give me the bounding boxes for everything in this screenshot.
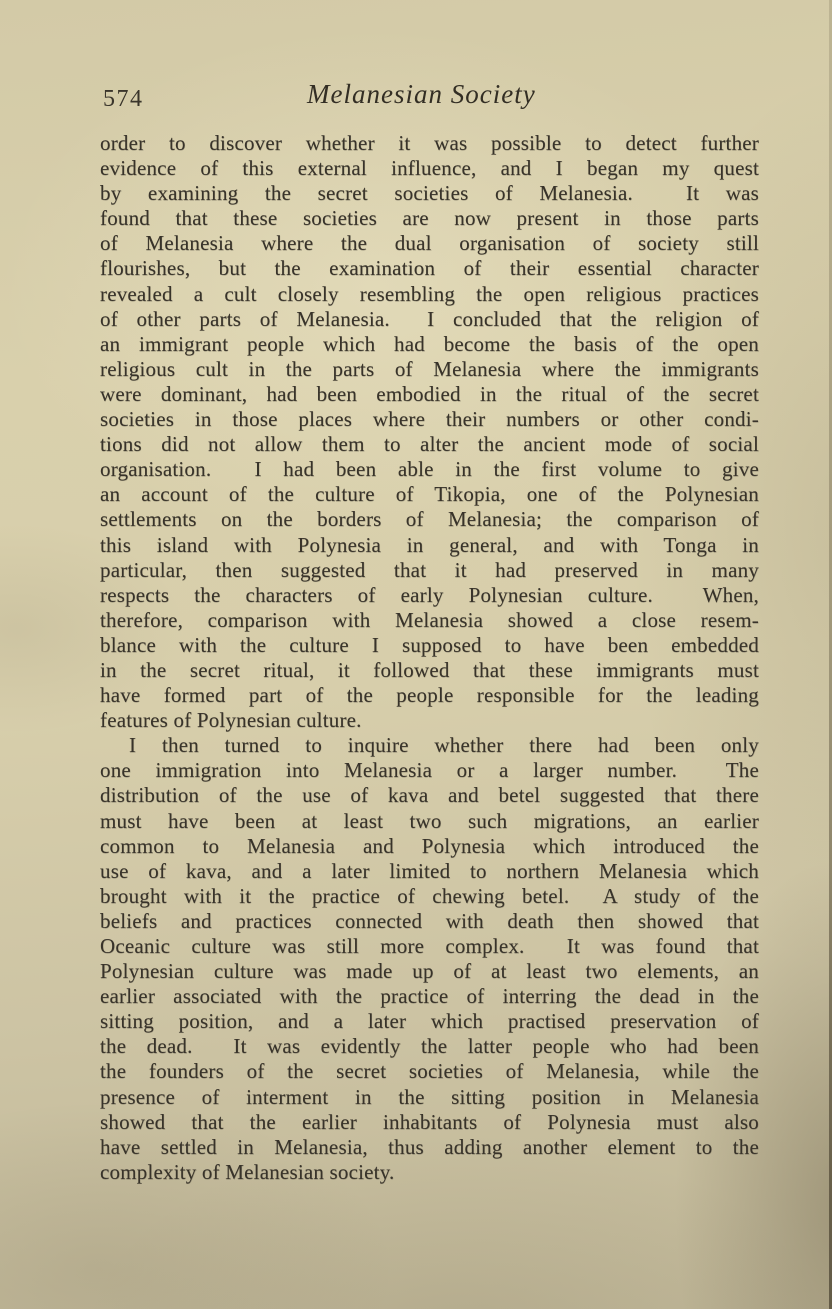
text-line: blance with the culture I supposed to have been embedded	[100, 632, 759, 657]
text-line: beliefs and practices connected with death then showed that	[100, 908, 759, 933]
page-number: 574	[103, 86, 144, 112]
text-line: have settled in Melanesia, thus adding another element to the	[100, 1134, 759, 1159]
text-line: features of Polynesian culture.	[100, 708, 362, 733]
text-line: use of kava, and a later limited to northern Melanesia which	[100, 858, 759, 883]
body-text	[100, 131, 759, 1185]
text-line: societies in those places where their numbers or other condi-	[100, 407, 759, 432]
text-line: particular, then suggested that it had preserved in many	[100, 557, 759, 582]
text-line: of other parts of Melanesia. I concluded that the religion of	[100, 306, 759, 331]
text-line: an immigrant people which had become the basis of the open	[100, 331, 759, 356]
text-line: have formed part of the people responsible for the leading	[100, 683, 759, 708]
text-line: organisation. I had been able in the first volume to give	[100, 457, 759, 482]
text-line: an account of the culture of Tikopia, one of the Polynesian	[100, 482, 759, 507]
text-line: therefore, comparison with Melanesia showed a close resem-	[100, 607, 759, 632]
text-line: religious cult in the parts of Melanesia where the immigrants	[100, 356, 759, 381]
text-line: I then turned to inquire whether there had been only	[129, 733, 759, 758]
text-line: the dead. It was evidently the latter people who had been	[100, 1034, 759, 1059]
text-line: evidence of this external influence, and I began my quest	[100, 156, 759, 181]
text-line: settlements on the borders of Melanesia; the comparison of	[100, 507, 759, 532]
paragraph-1	[100, 131, 759, 733]
text-line: brought with it the practice of chewing betel. A study of the	[100, 883, 759, 908]
text-line: complexity of Melanesian society.	[100, 1159, 395, 1184]
text-line: tions did not allow them to alter the ancient mode of social	[100, 432, 759, 457]
text-line: found that these societies are now present in those parts	[100, 206, 759, 231]
text-line: respects the characters of early Polynesian culture. When,	[100, 582, 759, 607]
text-line: of Melanesia where the dual organisation of society still	[100, 231, 759, 256]
text-line: sitting position, and a later which practised preservation of	[100, 1009, 759, 1034]
text-line: were dominant, had been embodied in the ritual of the secret	[100, 381, 759, 406]
text-line: one immigration into Melanesia or a larger number. The	[100, 758, 759, 783]
text-line: by examining the secret societies of Melanesia. It was	[100, 181, 759, 206]
text-line: revealed a cult closely resembling the open religious practices	[100, 281, 759, 306]
text-line: Polynesian culture was made up of at least two elements, an	[100, 959, 759, 984]
text-line: must have been at least two such migrations, an earlier	[100, 808, 759, 833]
text-line: showed that the earlier inhabitants of Polynesia must also	[100, 1109, 759, 1134]
text-line: distribution of the use of kava and betel suggested that there	[100, 783, 759, 808]
running-head-title: Melanesian Society	[307, 79, 536, 109]
text-line: presence of interment in the sitting position in Melanesia	[100, 1084, 759, 1109]
text-line: in the secret ritual, it followed that these immigrants must	[100, 657, 759, 682]
text-line: the founders of the secret societies of Melanesia, while the	[100, 1059, 759, 1084]
text-line: flourishes, but the examination of their essential character	[100, 256, 759, 281]
text-line: common to Melanesia and Polynesia which introduced the	[100, 833, 759, 858]
paragraph-2	[100, 733, 759, 1185]
text-line: Oceanic culture was still more complex. It was found that	[100, 934, 759, 958]
text-line: this island with Polynesia in general, and with Tonga in	[100, 532, 759, 557]
text-line: earlier associated with the practice of interring the dead in the	[100, 984, 759, 1009]
text-line: order to discover whether it was possible to detect further	[100, 131, 759, 155]
